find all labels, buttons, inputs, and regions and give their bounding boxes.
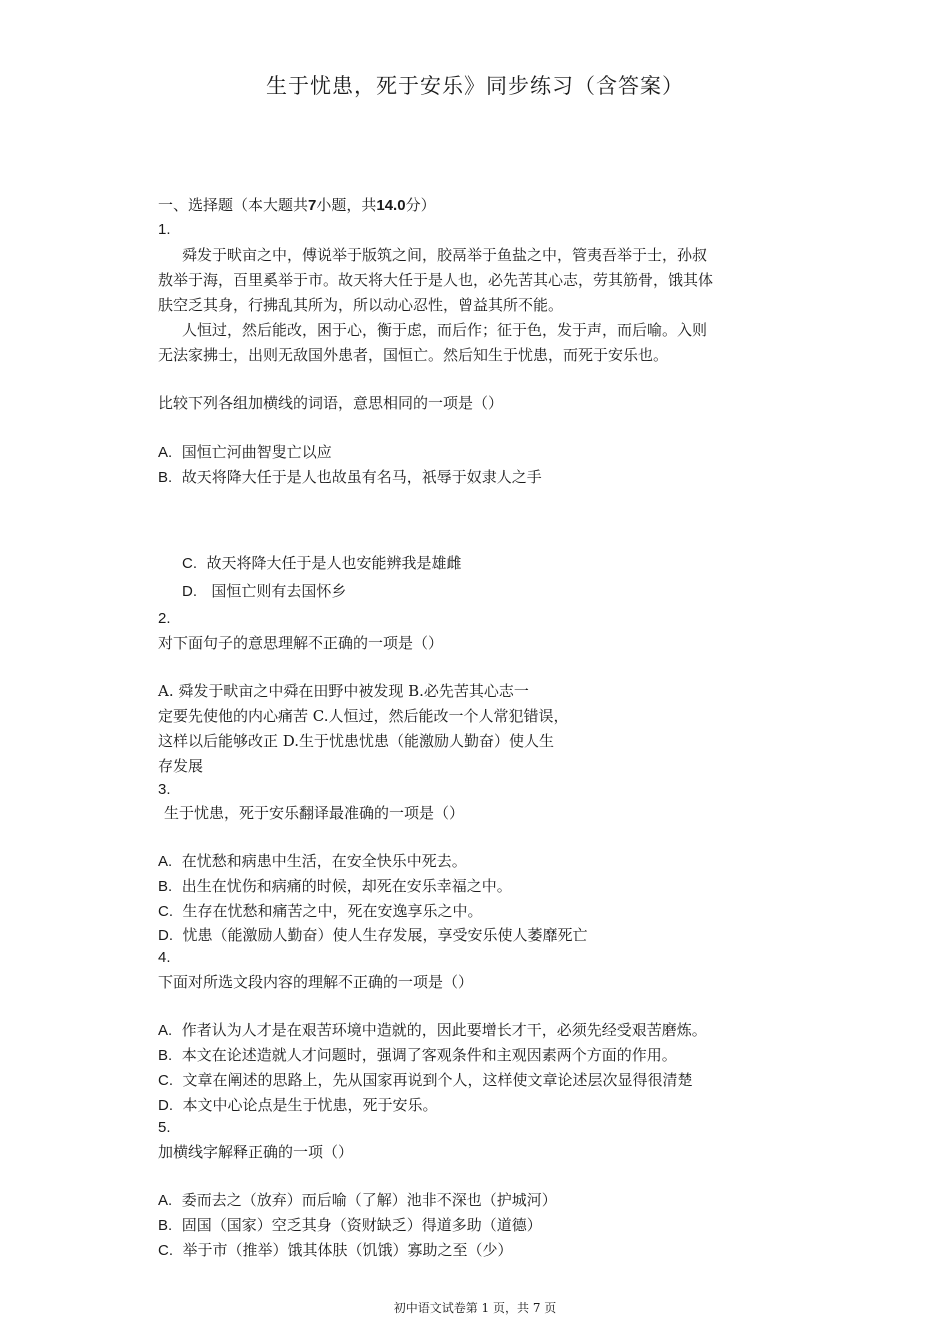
option-text: 故天将降大任于是人也安能辨我是雄雌 [206, 554, 462, 572]
option-letter: B. [158, 469, 173, 486]
option-a [158, 1190, 557, 1211]
option-a [158, 442, 332, 463]
option-text: 本文中心论点是生于忧患，死于安乐。 [182, 1096, 438, 1114]
question-stem: 下面对所选文段内容的理解不正确的一项是（） [158, 973, 474, 991]
option-text: 固国（国家）空乏其身（资财缺乏）得道多助（道德） [181, 1216, 542, 1234]
option-text: 举于市（推举）饿其体肤（饥饿）寡助之至（少） [182, 1241, 513, 1259]
option-text: 委而去之（放弃）而后喻（了解）池非不深也（护城河） [181, 1191, 557, 1209]
page-footer: 初中语文试卷第 1 页，共 7 页 [393, 1301, 557, 1315]
option-c [158, 1070, 693, 1091]
option-letter: A. [158, 853, 173, 870]
question-number: 1. [158, 221, 171, 238]
option-line: 存发展 [158, 757, 204, 775]
option-b [158, 467, 542, 488]
option-letter: B. [158, 1217, 173, 1234]
section-mid: 小题，共 [316, 196, 377, 214]
option-d [182, 581, 346, 602]
passage-line: 舜发于畎亩之中，傅说举于版筑之间，胶鬲举于鱼盐之中，管夷吾举于士，孙叔 [182, 246, 708, 264]
option-letter: A. [158, 444, 173, 461]
option-text: 国恒亡则有去国怀乡 [211, 582, 347, 600]
option-text: 生存在忧愁和痛苦之中，死在安逸享乐之中。 [182, 902, 483, 920]
option-b [158, 1045, 677, 1066]
option-letter: C. [182, 555, 197, 572]
option-text: 文章在阐述的思路上，先从国家再说到个人，这样使文章论述层次显得很清楚 [182, 1071, 693, 1089]
option-line: A. 舜发于畎亩之中舜在田野中被发现 B.必先苦其心志一 [158, 682, 529, 700]
option-c [182, 553, 462, 574]
option-letter: D. [158, 1097, 173, 1114]
option-d [158, 1095, 438, 1116]
option-letter: B. [158, 1047, 173, 1064]
option-c [158, 901, 483, 922]
question-stem: 生于忧患，死于安乐翻译最准确的一项是（） [164, 804, 465, 822]
option-text: 本文在论述造就人才问题时，强调了客观条件和主观因素两个方面的作用。 [181, 1046, 677, 1064]
option-letter: A. [158, 1022, 173, 1039]
option-line: 定要先使他的内心痛苦 C.人恒过，然后能改一个人常犯错误， [158, 707, 569, 725]
question-stem: 比较下列各组加横线的词语，意思相同的一项是（） [158, 394, 504, 412]
total-score: 14.0 [376, 197, 406, 214]
passage-line: 人恒过，然后能改，困于心，衡于虑，而后作；征于色，发于声，而后喻。入则 [182, 321, 708, 339]
question-number: 2. [158, 610, 171, 627]
option-text: 忧患（能激励人勤奋）使人生存发展，享受安乐使人萎靡死亡 [182, 926, 588, 944]
passage-line: 肤空乏其身，行拂乱其所为，所以动心忍性，曾益其所不能。 [158, 296, 564, 314]
option-text: 出生在忧伤和病痛的时候，却死在安乐幸福之中。 [181, 877, 512, 895]
option-text: 作者认为人才是在艰苦环境中造就的，因此要增长才干，必须先经受艰苦磨炼。 [181, 1021, 707, 1039]
option-b [158, 876, 512, 897]
document-title: 生于忧患，死于安乐》同步练习（含答案） [266, 74, 684, 98]
option-letter: C. [158, 1072, 173, 1089]
question-stem: 加横线字解释正确的一项（） [158, 1143, 354, 1161]
section-header [158, 195, 436, 216]
question-number: 5. [158, 1119, 171, 1136]
option-letter: C. [158, 903, 173, 920]
option-text: 在忧愁和病患中生活，在安全快乐中死去。 [181, 852, 467, 870]
option-letter: D. [158, 927, 173, 944]
question-count: 7 [308, 197, 317, 214]
option-letter: A. [158, 1192, 173, 1209]
option-c [158, 1240, 513, 1261]
question-number: 3. [158, 781, 171, 798]
option-text: 故天将降大任于是人也故虽有名马，祇辱于奴隶人之手 [181, 468, 542, 486]
passage-line: 敖举于海，百里奚举于市。故天将大任于是人也，必先苦其心志，劳其筋骨，饿其体 [158, 271, 714, 289]
passage-line: 无法家拂士，出则无敌国外患者，国恒亡。然后知生于忧患，而死于安乐也。 [158, 346, 669, 364]
option-b [158, 1215, 542, 1236]
option-d [158, 925, 588, 946]
option-letter: D. [182, 583, 197, 600]
option-line: 这样以后能够改正 D.生于忧患忧患（能激励人勤奋）使人生 [158, 732, 555, 750]
option-a [158, 851, 467, 872]
option-letter: C. [158, 1242, 173, 1259]
question-stem: 对下面句子的意思理解不正确的一项是（） [158, 634, 444, 652]
option-a [158, 1020, 707, 1041]
question-number: 4. [158, 949, 171, 966]
option-letter: B. [158, 878, 173, 895]
section-suffix: 分） [405, 196, 436, 214]
section-prefix: 一、选择题（本大题共 [158, 196, 309, 214]
option-text: 国恒亡河曲智叟亡以应 [181, 443, 332, 461]
